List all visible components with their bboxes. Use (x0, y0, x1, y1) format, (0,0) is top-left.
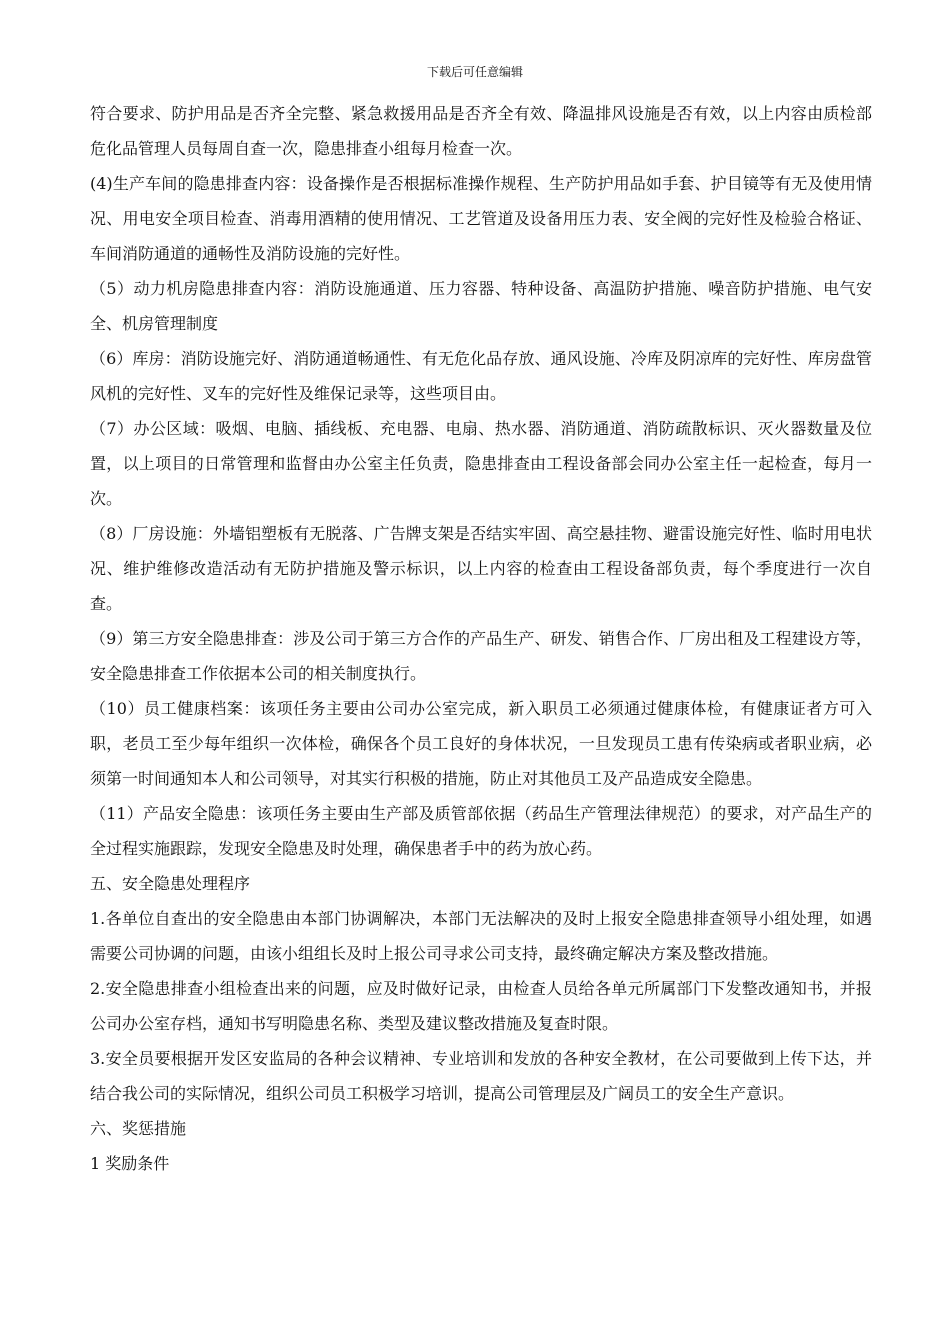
paragraph-procedure-3: 3.安全员要根据开发区安监局的各种会议精神、专业培训和发放的各种安全教材，在公司要做到上传下达，并结合我公司的实际情况，组织公司员工积极学习培训，提高公司管理层及广阔员工的安全生产意识。 (90, 1049, 872, 1103)
paragraph-office-area: （7）办公区域：吸烟、电脑、插线板、充电器、电扇、热水器、消防通道、消防疏散标识、灭火器数量及位置，以上项目的日常管理和监督由办公室主任负责，隐患排查由工程设备部会同办公室主任一起检查，每月一次。 (90, 419, 872, 508)
paragraph-health-records: （10）员工健康档案：该项任务主要由公司办公室完成，新入职员工必须通过健康体检，有健康证者方可入职，老员工至少每年组织一次体检，确保各个员工良好的身体状况，一旦发现员工患有传染病或者职业病，必须第一时间通知本人和公司领导，对其实行积极的措施，防止对其他员工及产品造成安全隐患。 (90, 699, 872, 788)
document-body (90, 96, 872, 1181)
paragraph-third-party: （9）第三方安全隐患排查：涉及公司于第三方合作的产品生产、研发、销售合作、厂房出租及工程建设方等，安全隐患排查工作依据本公司的相关制度执行。 (90, 629, 872, 683)
paragraph-product-safety: （11）产品安全隐患：该项任务主要由生产部及质管部依据（药品生产管理法律规范）的要求，对产品生产的全过程实施跟踪，发现安全隐患及时处理，确保患者手中的药为放心药。 (90, 804, 872, 858)
subheading-reward-conditions: 1 奖励条件 (90, 1154, 170, 1173)
page-header: 下载后可任意编辑 (426, 65, 523, 79)
paragraph-warehouse: （6）库房：消防设施完好、消防通道畅通性、有无危化品存放、通风设施、冷库及阴凉库的完好性、库房盘管风机的完好性、叉车的完好性及维保记录等，这些项目由。 (90, 349, 872, 403)
section-heading-procedure: 五、安全隐患处理程序 (90, 874, 251, 893)
paragraph-power-room: （5）动力机房隐患排查内容：消防设施通道、压力容器、特种设备、高温防护措施、噪音防护措施、电气安全、机房管理制度 (90, 279, 872, 333)
paragraph-workshop: (4)生产车间的隐患排查内容：设备操作是否根据标准操作规程、生产防护用品如手套、护目镜等有无及使用情况、用电安全项目检查、消毒用酒精的使用情况、工艺管道及设备用压力表、安全阀的完好性及检验合格证、车间消防通道的通畅性及消防设施的完好性。 (90, 174, 872, 263)
paragraph-hazmat-check: 符合要求、防护用品是否齐全完整、紧急救援用品是否齐全有效、降温排风设施是否有效，以上内容由质检部危化品管理人员每周自查一次，隐患排查小组每月检查一次。 (90, 104, 872, 158)
section-heading-rewards: 六、奖惩措施 (90, 1119, 187, 1138)
paragraph-plant-facilities: （8）厂房设施：外墙铝塑板有无脱落、广告牌支架是否结实牢固、高空悬挂物、避雷设施完好性、临时用电状况、维护维修改造活动有无防护措施及警示标识，以上内容的检查由工程设备部负责，每个季度进行一次自查。 (90, 524, 872, 613)
paragraph-procedure-1: 1.各单位自查出的安全隐患由本部门协调解决，本部门无法解决的及时上报安全隐患排查领导小组处理，如遇需要公司协调的问题，由该小组组长及时上报公司寻求公司支持，最终确定解决方案及整改措施。 (90, 909, 872, 963)
paragraph-procedure-2: 2.安全隐患排查小组检查出来的问题，应及时做好记录，由检查人员给各单元所属部门下发整改通知书，并报公司办公室存档，通知书写明隐患名称、类型及建议整改措施及复查时限。 (90, 979, 872, 1033)
